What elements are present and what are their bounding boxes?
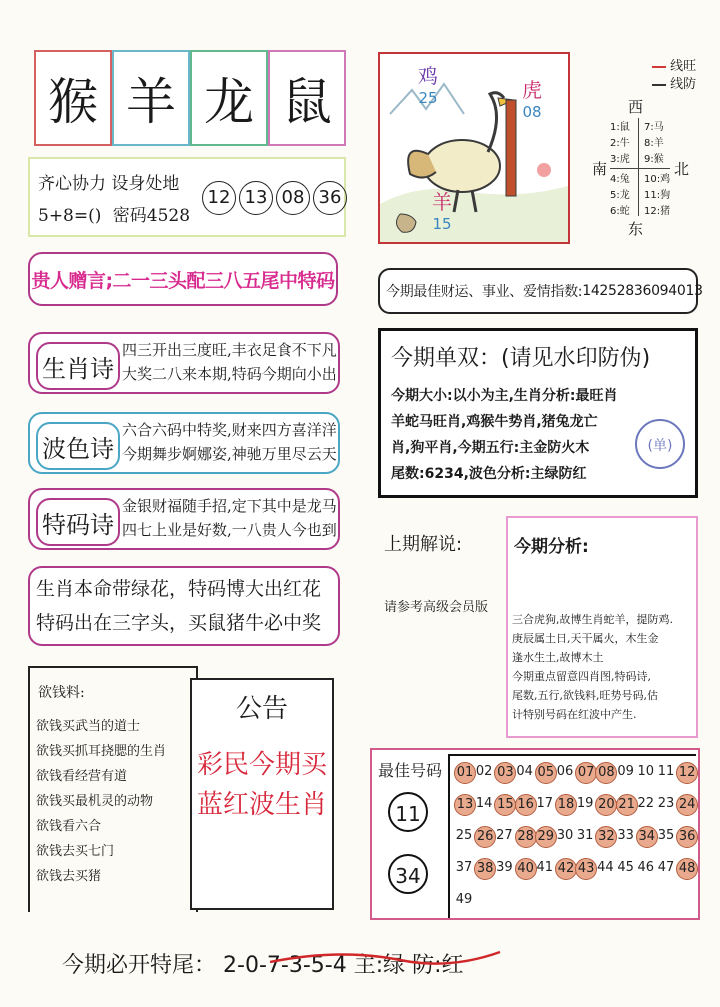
- want-money-item: 欲钱买抓耳挠腮的生肖: [36, 744, 167, 759]
- best-pick-2: 34: [388, 854, 428, 894]
- number-cell: 43: [575, 858, 597, 880]
- tips-line2: [38, 201, 190, 226]
- number-cell: 25: [455, 828, 473, 843]
- compass-cell: 2:牛: [610, 138, 630, 149]
- want-money-item: 欲钱去买猪: [36, 869, 102, 884]
- number-cell: 01: [454, 762, 476, 784]
- poem-line: 六合六码中特奖,财来四方喜洋洋: [122, 421, 337, 439]
- number-cell: 18: [555, 794, 577, 816]
- tips-line1: 齐心协力 设身处地: [38, 174, 180, 194]
- number-cell: 06: [556, 764, 574, 779]
- poem-lines: [122, 418, 337, 466]
- notice-line1: 彩民今期买: [196, 750, 327, 780]
- label-num: 15: [432, 215, 452, 233]
- single-double-line: 肖,狗平肖,今期五行:主金防火木: [391, 440, 590, 456]
- tip-number: 13: [239, 181, 273, 215]
- analysis-line: 庚辰属土日,天干属火，木生金: [512, 632, 659, 645]
- zodiac-picture: [378, 52, 570, 244]
- single-double-line: 羊蛇马旺肖,鸡猴牛势肖,猪兔龙亡: [391, 414, 598, 430]
- notice-line2: 蓝红波生肖: [196, 790, 327, 820]
- zodiac-box: 鼠: [268, 50, 346, 146]
- number-cell: 09: [617, 764, 634, 779]
- analysis-line: 逢水生土,故博木土: [512, 651, 604, 664]
- flower-icon: [537, 163, 551, 177]
- compass-south: 南: [592, 160, 608, 178]
- number-cell: 19: [576, 796, 594, 811]
- label-zh: 羊: [432, 190, 452, 214]
- number-cell: 05: [535, 762, 557, 784]
- fortune-value: 14252836094013: [582, 283, 703, 299]
- tips-code: 4528: [146, 206, 191, 226]
- red-strike: [270, 944, 510, 974]
- single-double-line: 尾数:6234,波色分析:主绿防红: [391, 466, 587, 482]
- number-cell: 28: [515, 826, 537, 848]
- single-double-lines: [391, 383, 618, 487]
- notice-box: [190, 678, 334, 910]
- notice-title: 公告: [235, 694, 288, 724]
- number-cell: 15: [494, 794, 516, 816]
- analysis-line: 尾数,五行,欲钱料,旺势号码,估: [512, 689, 658, 702]
- want-money-item: 欲钱去买七门: [36, 844, 115, 859]
- number-cell: 36: [676, 826, 698, 848]
- compass-cell: 4:兔: [610, 174, 630, 185]
- number-cell: 31: [576, 828, 594, 843]
- poem-lines: [122, 494, 337, 542]
- compass-cross: [610, 168, 670, 169]
- compass-vline: [638, 118, 639, 216]
- compass-east: 东: [628, 220, 644, 238]
- number-cell: 22: [637, 796, 655, 811]
- poem-line: 金银财福随手招,定下其中是龙马: [122, 497, 337, 515]
- number-cell: 08: [595, 762, 617, 784]
- single-double-box: [378, 328, 698, 498]
- analysis-box: [506, 516, 698, 738]
- want-money-list: [36, 714, 166, 889]
- number-cell: 04: [516, 764, 533, 779]
- single-double-title: [391, 341, 650, 372]
- want-money-item: 欲钱买最机灵的动物: [36, 794, 154, 809]
- number-cell: 48: [676, 858, 698, 880]
- number-grid: [448, 754, 696, 918]
- single-double-line: 今期大小:以小为主,生肖分析:最旺肖: [391, 388, 618, 404]
- zodiac-box: 羊: [112, 50, 190, 146]
- red-post: [506, 100, 516, 196]
- slogan-box: [28, 566, 340, 646]
- number-cell: 33: [617, 828, 634, 843]
- number-cell: 13: [454, 794, 476, 816]
- slogan-line1: 生肖本命带绿花，特码博大出红花: [36, 578, 322, 600]
- number-cell: 39: [496, 860, 513, 875]
- slogan-line2: 特码出在三字头，买鼠猪牛必中奖: [36, 612, 322, 634]
- tip-number: 12: [202, 181, 236, 215]
- poem-tag: 生肖诗: [36, 342, 120, 390]
- want-money-box: [28, 666, 198, 912]
- sd-title-b: (请见水印防伪): [501, 346, 651, 371]
- poem-shengxiao: [28, 332, 340, 394]
- compass-cell: 3:虎: [610, 154, 630, 165]
- number-cell: 03: [494, 762, 516, 784]
- gift-text: 贵人赠言;二一三头配三八五尾中特码: [31, 269, 335, 292]
- tip-number: 08: [276, 181, 310, 215]
- poem-line: 今期舞步婀娜姿,神驰万里尽云天: [122, 445, 337, 463]
- number-cell: 24: [676, 794, 698, 816]
- poem-bose: [28, 412, 340, 474]
- poem-tag: 特码诗: [36, 498, 120, 546]
- number-cell: 45: [617, 860, 634, 875]
- number-cell: 42: [555, 858, 577, 880]
- number-cell: 10: [637, 764, 655, 779]
- number-cell: 11: [657, 764, 675, 779]
- label-sheep: [432, 186, 452, 233]
- label-num: 25: [418, 89, 438, 107]
- poem-line: 四三开出三度旺,丰衣足食不下凡: [122, 341, 337, 359]
- number-cell: 17: [536, 796, 554, 811]
- number-cell: 30: [556, 828, 574, 843]
- compass-cell: 6:蛇: [610, 206, 630, 217]
- legend-guard: [652, 76, 696, 94]
- analysis-title: 今期分析:: [514, 537, 589, 557]
- number-cell: 07: [575, 762, 597, 784]
- label-rooster: [418, 60, 438, 107]
- watermark-stamp: (单): [635, 419, 685, 469]
- number-cell: 37: [455, 860, 473, 875]
- number-cell: 20: [595, 794, 617, 816]
- legend-up: [652, 58, 696, 76]
- compass: [588, 96, 708, 240]
- poem-tema: [28, 488, 340, 550]
- label-num: 08: [522, 103, 542, 121]
- number-cell: 23: [657, 796, 675, 811]
- tips-numbers: [202, 181, 350, 215]
- analysis-line: 计特别号码在红波中产生.: [512, 708, 637, 721]
- last-period-body: 请参考高级会员版: [384, 600, 489, 615]
- number-cell: 41: [536, 860, 554, 875]
- number-cell: 16: [515, 794, 537, 816]
- number-cell: 27: [496, 828, 513, 843]
- bottom-digits: 2-0-7-3-5-4: [223, 953, 347, 978]
- label-tiger: [522, 74, 542, 121]
- number-cell: 49: [455, 892, 473, 907]
- label-zh: 虎: [522, 78, 542, 102]
- number-cell: 44: [597, 860, 614, 875]
- analysis-line: 三合虎狗,故博生肖蛇羊，提防鸡.: [512, 613, 673, 626]
- line-legend: [652, 58, 696, 94]
- zodiac-box: 龙: [190, 50, 268, 146]
- analysis-line: 今期重点留意四肖图,特码诗,: [512, 670, 651, 683]
- want-money-item: 欲钱看六合: [36, 819, 102, 834]
- poem-tag: 波色诗: [36, 422, 120, 470]
- poem-line: 大奖二八来本期,特码今期向小出: [122, 365, 337, 383]
- tip-number: 36: [313, 181, 347, 215]
- number-cell: 35: [657, 828, 675, 843]
- label-zh: 鸡: [418, 64, 438, 88]
- fortune-label: 今期最佳财运、事业、爱情指数:: [386, 284, 583, 300]
- analysis-lines: [512, 610, 673, 724]
- number-cell: 02: [475, 764, 493, 779]
- compass-cell: 12:猪: [644, 206, 671, 217]
- number-cell: 40: [515, 858, 537, 880]
- legend-guard-label: 线防: [670, 77, 697, 92]
- compass-cell: 10:鸡: [644, 174, 671, 185]
- sd-title-a: 今期单双：: [391, 346, 502, 371]
- number-cell: 14: [475, 796, 493, 811]
- legend-up-label: 线旺: [670, 59, 697, 74]
- number-cell: 29: [535, 826, 557, 848]
- number-cell: 21: [616, 794, 638, 816]
- best-numbers-box: [370, 748, 700, 920]
- tips-equation: 5+8=(): [38, 206, 102, 226]
- bottom-prefix: 今期必开特尾：: [62, 953, 217, 978]
- number-cell: 12: [676, 762, 698, 784]
- compass-cell: 1:鼠: [610, 122, 630, 133]
- number-cell: 32: [595, 826, 617, 848]
- bottom-suffix: 主:绿 防:红: [353, 953, 464, 978]
- number-cell: 26: [474, 826, 496, 848]
- best-numbers-title: 最佳号码: [378, 761, 443, 780]
- gift-box: [28, 252, 338, 306]
- poem-lines: [122, 338, 337, 386]
- last-period-title: 上期解说:: [384, 534, 463, 555]
- best-pick-1: 11: [388, 792, 428, 832]
- want-money-title: 欲钱料:: [38, 685, 85, 701]
- tips-box: [28, 157, 346, 237]
- number-cell: 46: [637, 860, 655, 875]
- compass-cell: 8:羊: [644, 138, 664, 149]
- number-cell: 47: [657, 860, 675, 875]
- compass-west: 西: [628, 98, 644, 116]
- number-cell: 38: [474, 858, 496, 880]
- compass-cell: 11:狗: [644, 190, 671, 201]
- fortune-box: [378, 268, 703, 314]
- number-cell: 34: [636, 826, 658, 848]
- want-money-item: 欲钱看经营有道: [36, 769, 128, 784]
- want-money-item: 欲钱买武当的道士: [36, 719, 141, 734]
- compass-cell: 5:龙: [610, 190, 630, 201]
- zodiac-box: 猴: [34, 50, 112, 146]
- compass-cell: 9:猴: [644, 154, 664, 165]
- compass-north: 北: [674, 160, 690, 178]
- tips-code-label: 密码: [112, 206, 147, 226]
- poem-line: 四七上业是好数,一八贵人今也到: [122, 521, 337, 539]
- compass-cell: 7:马: [644, 122, 664, 133]
